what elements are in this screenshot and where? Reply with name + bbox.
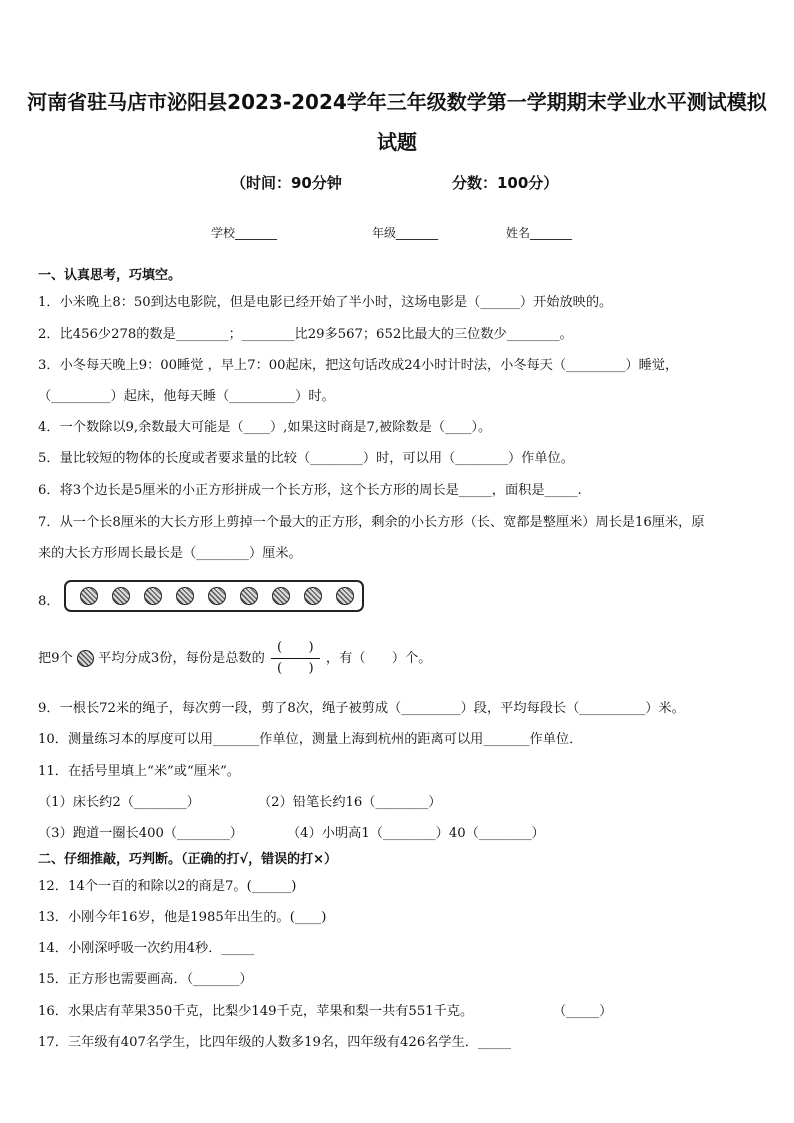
name-field: 姓名_______ <box>506 226 573 240</box>
bead-icon <box>77 650 94 667</box>
bead-icon <box>240 587 258 605</box>
question-2: 2．比456少278的数是________；________比29多567；652比最大的三位数少________。 <box>38 327 573 342</box>
exam-score: 分数：100分） <box>452 174 559 192</box>
bead-icon <box>144 587 162 605</box>
grade-field: 年级_______ <box>372 226 439 240</box>
question-11: 11．在括号里填上“米”或“厘米”。 <box>38 764 240 779</box>
question-11-part3: （3）跑道一圈长400（________） <box>38 826 243 841</box>
bead-icon <box>80 587 98 605</box>
question-11-part4: （4）小明高1（________）40（________） <box>287 826 545 841</box>
question-12: 12．14个一百的和除以2的商是7。(______) <box>38 879 297 894</box>
bead-icon <box>272 587 290 605</box>
question-16-blank: （_____） <box>553 1004 613 1019</box>
question-3-line2: （_________）起床，他每天睡（__________）时。 <box>38 389 335 404</box>
question-8-label: 8． <box>38 594 60 609</box>
question-8-text <box>38 640 431 677</box>
question-7-line2: 来的大长方形周长最长是（________）厘米。 <box>38 546 302 561</box>
question-4: 4．一个数除以9,余数最大可能是（____）,如果这时商是7,被除数是（____）。 <box>38 420 492 435</box>
question-8-text-c: ，有（ ）个。 <box>325 651 432 666</box>
question-17: 17．三年级有407名学生，比四年级的人数多19名，四年级有426名学生．_____ <box>38 1035 511 1050</box>
exam-time: （时间：90分钟 <box>231 174 342 192</box>
question-9: 9．一根长72米的绳子，每次剪一段，剪了8次，绳子被剪成（_________）段，平均每段长（__________）米。 <box>38 701 685 716</box>
bead-icon <box>208 587 226 605</box>
section-2-heading: 二、仔细推敲，巧判断。（正确的打√，错误的打×） <box>38 852 338 867</box>
question-16: 16．水果店有苹果350千克，比梨少149千克，苹果和梨一共有551千克。 <box>38 1004 474 1019</box>
question-14: 14．小刚深呼吸一次约用4秒．_____ <box>38 941 255 956</box>
bead-string-figure <box>64 580 364 612</box>
fraction-numerator: ( ) <box>271 640 320 659</box>
bead-icon <box>336 587 354 605</box>
bead-icon <box>112 587 130 605</box>
question-11-part1: （1）床长约2（________） <box>38 795 200 810</box>
question-7-line1: 7．从一个长8厘米的大长方形上剪掉一个最大的正方形，剩余的小长方形（长、宽都是整厘米）周长是16厘米，原 <box>38 515 705 530</box>
fraction-denominator: ( ) <box>277 661 314 676</box>
question-8-text-a: 把9个 <box>38 651 73 666</box>
question-13: 13．小刚今年16岁，他是1985年出生的。(____) <box>38 910 327 925</box>
question-15: 15．正方形也需要画高．（_______） <box>38 972 253 987</box>
question-6: 6．将3个边长是5厘米的小正方形拼成一个长方形，这个长方形的周长是_____，面积是_____. <box>38 483 582 498</box>
page-title: 河南省驻马店市泌阳县2023-2024学年三年级数学第一学期期末学业水平测试模拟试题 <box>27 90 767 154</box>
question-10: 10．测量练习本的厚度可以用_______作单位，测量上海到杭州的距离可以用_______作单位． <box>38 732 583 747</box>
bead-icon <box>176 587 194 605</box>
school-field: 学校_______ <box>211 226 278 240</box>
question-8-text-b: 平均分成3份，每份是总数的 <box>98 651 265 666</box>
fraction-blank <box>271 640 320 677</box>
section-1-heading: 一、认真思考，巧填空。 <box>38 268 182 283</box>
question-11-part2: （2）铅笔长约16（________） <box>258 795 442 810</box>
bead-icon <box>304 587 322 605</box>
question-3-line1: 3．小冬每天晚上9：00睡觉 ，早上7：00起床，把这句话改成24小时计时法，小冬每天（_________）睡觉， <box>38 358 679 373</box>
question-5: 5．量比较短的物体的长度或者要求量的比较（________）时，可以用（________）作单位。 <box>38 451 574 466</box>
question-1: 1．小米晚上8：50到达电影院，但是电影已经开始了半小时，这场电影是（______）开始放映的。 <box>38 295 613 310</box>
